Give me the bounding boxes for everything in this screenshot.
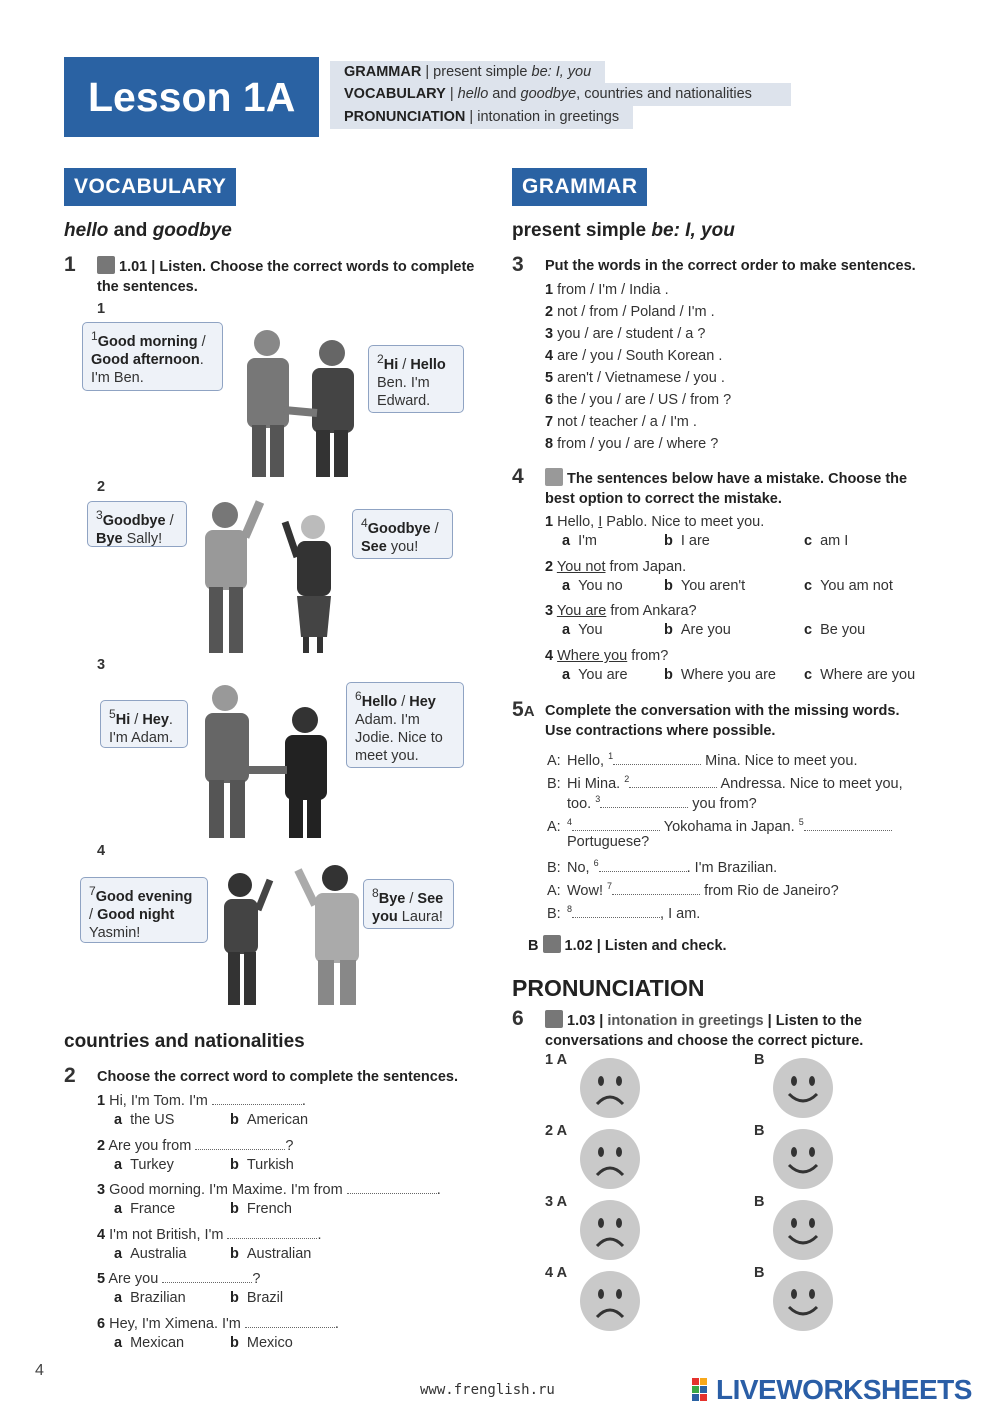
option-b[interactable] — [664, 622, 731, 638]
ex2-sentence — [97, 1268, 260, 1290]
option-letter: c — [804, 533, 813, 549]
vocabulary-subtitle: hello and goodbye — [64, 220, 232, 241]
ex4-sentence — [545, 511, 764, 533]
speaker-icon[interactable] — [97, 256, 115, 274]
row-number: 3 — [545, 1194, 554, 1210]
line-text: Mina. Nice to meet you. — [701, 752, 858, 769]
option-text: Are you — [680, 622, 731, 639]
blank-answer-gap[interactable] — [195, 1136, 285, 1150]
option-letter: a — [562, 577, 571, 594]
blank-answer-gap[interactable] — [572, 904, 660, 918]
ex3-item[interactable] — [545, 279, 945, 301]
line-text: No, — [567, 859, 594, 876]
speaker-label: B: — [547, 905, 561, 922]
conversation-line — [547, 898, 700, 925]
option-text: Mexican — [130, 1335, 185, 1351]
face-label-a — [545, 1123, 567, 1139]
exercise-5b-instruction: B 1.02 | Listen and check. — [528, 935, 727, 956]
word-order-text: aren't / Vietnamese / you . — [557, 370, 725, 386]
ex2-sentence — [97, 1090, 306, 1112]
blank-answer-gap[interactable] — [162, 1269, 252, 1283]
option-text: am I — [820, 533, 849, 549]
option-text: Where are you — [820, 667, 916, 684]
item-number: 8 — [545, 436, 554, 452]
word-order-text: from / I'm / India . — [557, 282, 669, 298]
option-letter: a — [114, 1245, 123, 1262]
grammar-section-header: GRAMMAR — [512, 168, 647, 206]
line-text: from Rio de Janeiro? — [700, 882, 839, 899]
sentence-text: Hello, — [557, 514, 599, 530]
exercise-6-instruction: 1.03 | intonation in greetings | Listen to the conversations and choose the correct picture. — [545, 1010, 925, 1051]
line-text: . I'm Brazilian. — [686, 859, 778, 876]
face-label-b: B — [754, 1123, 765, 1139]
businessmen-handshake-illustration — [222, 325, 372, 477]
option-text: You no — [578, 577, 623, 594]
line-text: Portuguese? — [567, 834, 650, 850]
speaker-label: B: — [547, 859, 561, 876]
option-a[interactable] — [114, 1112, 174, 1128]
option-letter: a — [114, 1156, 123, 1173]
lesson-title: Lesson 1A — [64, 57, 319, 137]
ex4-sentence — [545, 645, 668, 667]
happy-face-icon[interactable] — [771, 1269, 835, 1333]
option-letter: a — [114, 1112, 123, 1128]
women-waving-illustration — [210, 860, 380, 1005]
picture-number: 4 — [97, 843, 106, 859]
option-text: Brazil — [246, 1290, 284, 1307]
option-b[interactable] — [230, 1112, 308, 1128]
exercise-4-number: 4 — [512, 465, 524, 488]
option-text: Be you — [820, 622, 866, 639]
sentence-text: from Japan. — [605, 558, 687, 575]
waving-goodbye-illustration — [185, 497, 345, 653]
option-a[interactable] — [114, 1290, 186, 1306]
blank-answer-gap[interactable] — [599, 858, 687, 872]
face-label-a — [545, 1052, 567, 1068]
happy-face-icon[interactable] — [771, 1127, 835, 1191]
option-letter: b — [230, 1245, 239, 1262]
option-b[interactable] — [664, 667, 776, 683]
sentence-text: I'm not British, I'm — [109, 1226, 228, 1243]
ex3-item[interactable] — [545, 345, 945, 367]
line-text: Yokohama in Japan. — [660, 818, 799, 835]
exercise-3-items — [545, 279, 945, 455]
option-letter: b — [230, 1201, 239, 1218]
item-number: 3 — [97, 1182, 106, 1199]
grammar-subtitle: present simple be: I, you — [512, 220, 735, 241]
option-letter: b — [230, 1290, 239, 1307]
option-text: I are — [680, 533, 710, 549]
picture-number: 2 — [97, 479, 106, 495]
word-order-text: the / you / are / US / from ? — [557, 392, 732, 408]
option-letter: a — [562, 667, 571, 684]
item-number: 3 — [545, 326, 554, 342]
face-label-a — [545, 1194, 567, 1210]
exercise-2-items — [97, 1090, 497, 1360]
ex2-sentence — [97, 1179, 441, 1201]
sentence-text: Hey, I'm Ximena. I'm — [109, 1316, 245, 1332]
blank-answer-gap[interactable] — [804, 817, 892, 831]
speaker-label: A: — [547, 818, 561, 835]
option-text: You am not — [820, 577, 893, 594]
option-letter: a — [562, 622, 571, 639]
header-vocabulary-bar: VOCABULARY | hello and goodbye, countries and nationalities — [330, 83, 791, 106]
ex4-sentence — [545, 556, 686, 578]
blank-answer-gap[interactable] — [572, 817, 660, 831]
option-letter: b — [664, 577, 673, 594]
option-letter: a — [562, 533, 571, 549]
speaker-icon[interactable] — [543, 935, 561, 953]
line-text: , I am. — [660, 905, 701, 922]
item-number: 4 — [545, 648, 554, 665]
line-text: too. — [567, 795, 596, 812]
exercise-6-number: 6 — [512, 1007, 524, 1030]
row-number: 2 — [545, 1123, 554, 1139]
option-text: American — [246, 1112, 309, 1128]
option-letter: A — [556, 1052, 568, 1068]
row-number: 4 — [545, 1265, 554, 1281]
gap-number: 1 — [608, 751, 614, 761]
item-number: 6 — [545, 392, 554, 408]
ex3-item[interactable] — [545, 411, 945, 433]
option-text: Mexico — [246, 1335, 293, 1351]
option-text: Where you are — [680, 667, 776, 684]
option-letter: a — [114, 1290, 123, 1307]
item-number: 4 — [545, 348, 554, 364]
item-number: 4 — [97, 1226, 106, 1243]
mistake-underlined: I — [598, 514, 603, 530]
sentence-punct: . — [317, 1226, 322, 1243]
page-number: 4 — [35, 1362, 44, 1379]
blank-answer-gap[interactable] — [212, 1091, 302, 1105]
handshake-illustration — [185, 680, 350, 838]
item-number: 2 — [545, 304, 554, 320]
option-b[interactable] — [230, 1157, 294, 1173]
sentence-punct: ? — [252, 1271, 261, 1288]
line-text: Hi Mina. — [567, 775, 625, 792]
conversation-line — [547, 831, 649, 853]
line-text: Andressa. Nice to meet you, — [717, 775, 903, 792]
option-a[interactable] — [114, 1157, 174, 1173]
exercise-6-faces — [545, 1052, 865, 1342]
speech-bubble-4[interactable]: $^4$Goodbye / See you! — [352, 509, 453, 559]
speaker-label: A: — [547, 752, 561, 769]
pronunciation-section-header: PRONUNCIATION — [512, 975, 705, 1001]
sentence-punct: . — [301, 1093, 306, 1109]
gap-number: 4 — [567, 817, 573, 827]
speech-bubble-6[interactable]: $^6$Hello / Hey Adam. I'm Jodie. Nice to meet you. — [346, 682, 464, 768]
option-letter: A — [556, 1265, 568, 1281]
word-order-text: from / you / are / where ? — [557, 436, 719, 452]
option-text: the US — [130, 1112, 175, 1128]
row-number: 1 — [545, 1052, 554, 1068]
option-text: You aren't — [680, 577, 746, 594]
blank-answer-gap[interactable] — [613, 751, 701, 765]
vocabulary-section-header: VOCABULARY — [64, 168, 236, 206]
option-b[interactable] — [664, 578, 745, 594]
option-b[interactable] — [664, 533, 710, 549]
sad-face-icon[interactable] — [578, 1269, 642, 1333]
sentence-punct: . — [436, 1182, 441, 1199]
sad-face-icon[interactable] — [578, 1127, 642, 1191]
exercise-1-instruction: 1.01 | Listen. Choose the correct words to complete the sentences. — [97, 256, 487, 297]
item-number: 1 — [97, 1093, 106, 1109]
face-label-b: B — [754, 1194, 765, 1210]
option-a[interactable] — [562, 622, 603, 638]
option-text: Australia — [130, 1245, 187, 1262]
picture-number: 1 — [97, 301, 106, 317]
countries-subtitle: countries and nationalities — [64, 1031, 305, 1052]
mistake-underlined: Where you — [557, 648, 628, 665]
liveworksheets-logo-icon — [692, 1376, 716, 1404]
website-text: www.frenglish.ru — [420, 1382, 555, 1398]
ex3-item[interactable] — [545, 367, 945, 389]
sentence-text: Are you — [108, 1271, 163, 1288]
option-c[interactable] — [804, 622, 865, 638]
option-text: Turkey — [130, 1156, 174, 1173]
mistake-underlined: You not — [556, 558, 606, 575]
option-letter: b — [664, 533, 673, 549]
exercise-1-number: 1 — [64, 253, 76, 276]
speech-bubble-1[interactable]: $^1$Good morning / Good afternoon. I'm Ben. — [82, 322, 223, 391]
blank-answer-gap[interactable] — [629, 774, 717, 788]
option-text: You are — [578, 667, 628, 684]
word-order-text: not / from / Poland / I'm . — [557, 304, 715, 320]
exercise-5-number: 5A — [512, 698, 535, 721]
sad-face-icon[interactable] — [578, 1198, 642, 1262]
option-a[interactable] — [562, 533, 597, 549]
option-text: I'm — [578, 533, 597, 549]
gap-number: 8 — [567, 904, 573, 914]
speaker-label: A: — [547, 882, 561, 899]
face-label-b: B — [754, 1052, 765, 1068]
happy-face-icon[interactable] — [771, 1056, 835, 1120]
option-letter: b — [664, 667, 673, 684]
ex4-sentence — [545, 600, 697, 622]
option-text: Brazilian — [130, 1290, 186, 1307]
ex3-item[interactable] — [545, 433, 945, 455]
word-order-text: not / teacher / a / I'm . — [557, 414, 697, 430]
option-c[interactable] — [804, 667, 915, 683]
option-b[interactable] — [230, 1201, 292, 1217]
exercise-2-instruction: Choose the correct word to complete the sentences. — [97, 1069, 458, 1085]
option-c[interactable] — [804, 533, 848, 549]
sentence-text: from Ankara? — [606, 603, 697, 620]
ex2-sentence — [97, 1313, 339, 1335]
blank-answer-gap[interactable] — [347, 1180, 437, 1194]
option-letter: a — [114, 1335, 123, 1351]
line-text: you from? — [688, 795, 757, 812]
option-text: France — [130, 1201, 176, 1218]
ex3-item[interactable] — [545, 323, 945, 345]
face-label-a — [545, 1265, 567, 1281]
sentence-text: Good morning. I'm Maxime. I'm from — [109, 1182, 347, 1199]
item-number: 5 — [545, 370, 554, 386]
blank-answer-gap[interactable] — [600, 794, 688, 808]
option-a[interactable] — [114, 1335, 184, 1351]
word-order-text: are / you / South Korean . — [557, 348, 723, 364]
gap-number: 5 — [798, 817, 804, 827]
option-c[interactable] — [804, 578, 893, 594]
option-a[interactable] — [114, 1246, 187, 1262]
option-a[interactable] — [562, 578, 623, 594]
item-number: 5 — [97, 1271, 106, 1288]
item-number: 7 — [545, 414, 554, 430]
sentence-text: Are you from — [108, 1137, 196, 1154]
exercise-5-instruction: Complete the conversation with the missing words. Use contractions where possible. — [545, 703, 900, 739]
option-text: You — [578, 622, 603, 639]
option-b[interactable] — [230, 1290, 283, 1306]
option-letter: a — [114, 1201, 123, 1218]
sentence-punct: ? — [285, 1137, 294, 1154]
sad-face-icon[interactable] — [578, 1056, 642, 1120]
item-number: 6 — [97, 1316, 106, 1332]
option-letter: c — [804, 577, 813, 594]
speech-bubble-5[interactable]: $^5$Hi / Hey. I'm Adam. — [100, 700, 188, 748]
option-a[interactable] — [562, 667, 628, 683]
option-letter: A — [556, 1194, 568, 1210]
sentence-text: Hi, I'm Tom. I'm — [109, 1093, 212, 1109]
header-pronunciation-bar: PRONUNCIATION | intonation in greetings — [330, 106, 633, 129]
option-b[interactable] — [230, 1335, 293, 1351]
face-label-b: B — [754, 1265, 765, 1281]
blank-answer-gap[interactable] — [245, 1314, 335, 1328]
ex2-sentence — [97, 1135, 293, 1157]
option-letter: A — [556, 1123, 568, 1139]
sentence-punct: . — [334, 1316, 339, 1332]
option-b[interactable] — [230, 1246, 311, 1262]
option-text: French — [246, 1201, 292, 1218]
exercise-3-number: 3 — [512, 253, 524, 276]
item-number: 2 — [545, 558, 554, 575]
item-number: 3 — [545, 603, 554, 620]
speech-bubble-3[interactable]: $^3$Goodbye / Bye Sally! — [87, 501, 187, 547]
item-number: 2 — [97, 1137, 106, 1154]
gap-number: 2 — [624, 774, 630, 784]
line-text: Wow! — [567, 882, 608, 899]
speech-bubble-7[interactable]: $^7$Good evening / Good night Yasmin! — [80, 877, 208, 943]
exercise-4-items — [545, 511, 945, 691]
picture-number: 3 — [97, 657, 106, 673]
option-letter: b — [230, 1335, 239, 1351]
ex3-item[interactable] — [545, 389, 945, 411]
happy-face-icon[interactable] — [771, 1198, 835, 1262]
option-letter: b — [230, 1156, 239, 1173]
exercise-4-instruction: The sentences below have a mistake. Choose the best option to correct the mistake. — [545, 468, 925, 509]
item-number: 1 — [545, 282, 554, 298]
header-grammar-bar: GRAMMAR | present simple be: I, you — [330, 61, 605, 84]
item-number: 1 — [545, 514, 554, 530]
speaker-icon[interactable] — [545, 1010, 563, 1028]
option-text: Turkish — [246, 1156, 294, 1173]
option-a[interactable] — [114, 1201, 175, 1217]
blank-answer-gap[interactable] — [612, 881, 700, 895]
gap-number: 3 — [595, 794, 601, 804]
blank-answer-gap[interactable] — [227, 1225, 317, 1239]
speech-bubble-8[interactable]: $^8$Bye / See you Laura! — [363, 879, 454, 929]
document-icon — [545, 468, 563, 486]
option-text: Australian — [246, 1245, 312, 1262]
speaker-label: B: — [547, 775, 561, 792]
exercise-3-instruction: Put the words in the correct order to make sentences. — [545, 258, 916, 274]
word-order-text: you / are / student / a ? — [557, 326, 706, 342]
option-letter: c — [804, 622, 813, 639]
sentence-text: from? — [627, 648, 669, 665]
exercise-2-number: 2 — [64, 1064, 76, 1087]
option-letter: c — [804, 667, 813, 684]
line-text: Hello, — [567, 752, 609, 769]
ex3-item[interactable] — [545, 301, 945, 323]
speech-bubble-2[interactable]: $^2$Hi / Hello Ben. I'm Edward. — [368, 345, 464, 413]
gap-number: 7 — [607, 881, 613, 891]
gap-number: 6 — [593, 858, 599, 868]
mistake-underlined: You are — [556, 603, 607, 620]
liveworksheets-logo: LIVEWORKSHEETS — [692, 1374, 972, 1406]
option-letter: b — [230, 1112, 239, 1128]
ex2-sentence — [97, 1224, 321, 1246]
option-letter: b — [664, 622, 673, 639]
sentence-text: Pablo. Nice to meet you. — [602, 514, 765, 530]
